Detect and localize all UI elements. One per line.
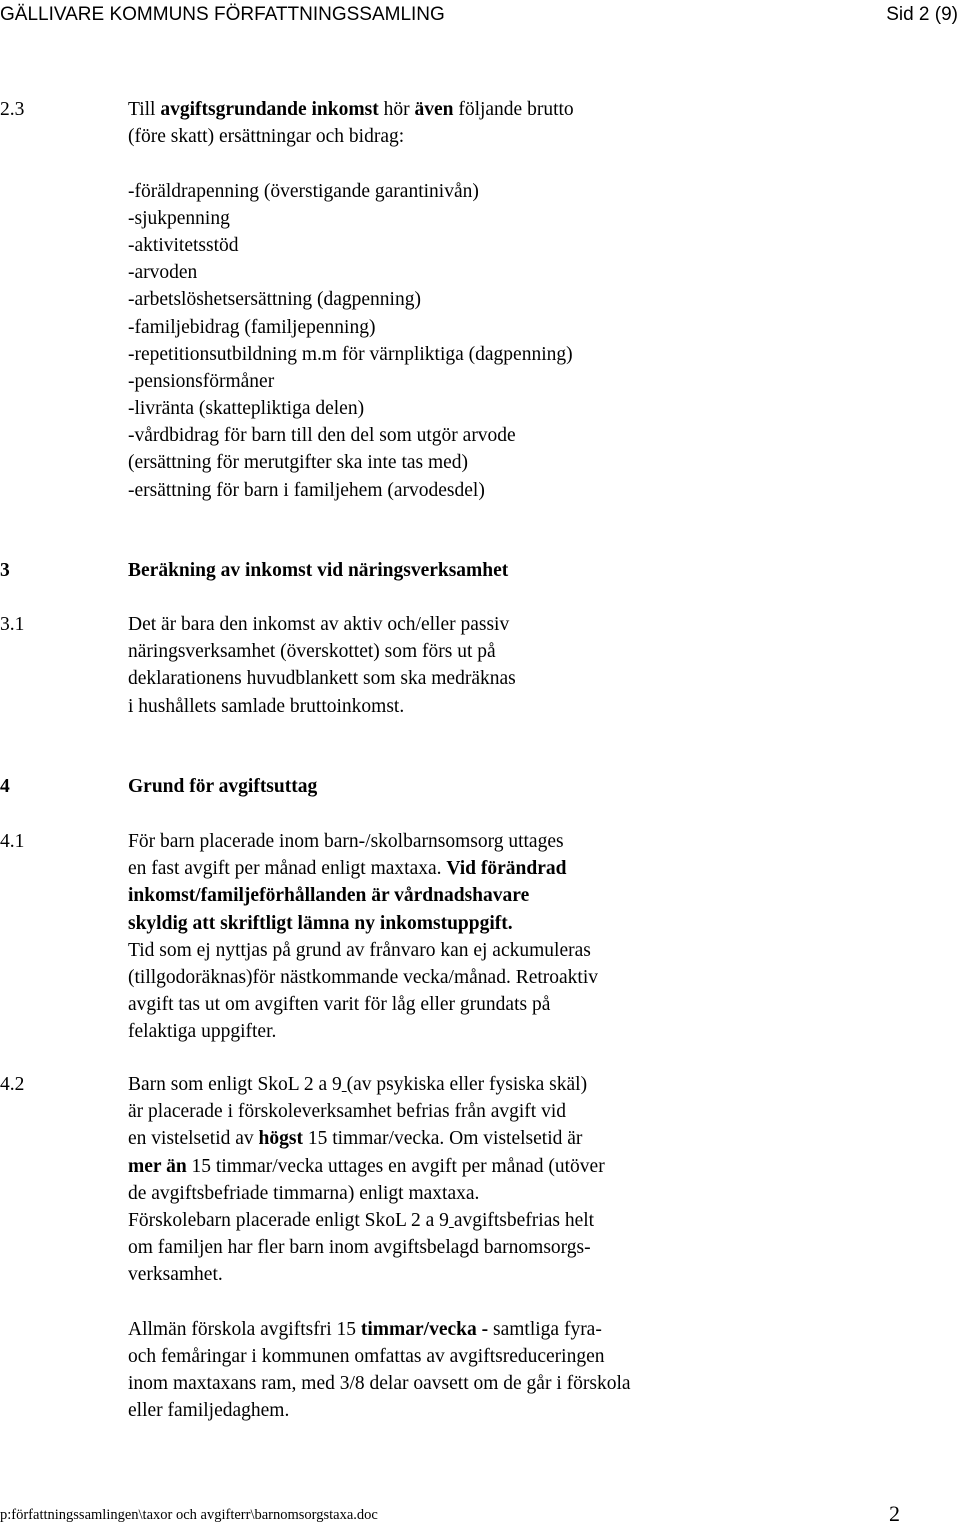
paragraph-line: Tid som ej nyttjas på grund av frånvaro kan ej ackumuleras xyxy=(128,939,591,961)
list-item: -sjukpenning xyxy=(128,207,230,229)
list-item: -föräldrapenning (överstigande garantinivån) xyxy=(128,180,479,202)
paragraph-line xyxy=(128,855,598,882)
spacer xyxy=(128,1289,631,1316)
paragraph-text: en vistelsetid av xyxy=(128,1128,259,1150)
paragraph-text: 15 timmar/vecka. Om vistelsetid är xyxy=(302,1128,583,1150)
paragraph-line xyxy=(128,1071,631,1098)
paragraph-line: deklarationens huvudblankett som ska medräknas xyxy=(128,668,516,690)
spacer xyxy=(128,150,574,177)
paragraph-line: För barn placerade inom barn-/skolbarnsomsorg uttages xyxy=(128,831,564,852)
paragraph-line: de avgiftsbefriade timmarna) enligt maxtaxa. xyxy=(128,1182,480,1204)
paragraph-line xyxy=(128,1316,631,1343)
bold-notice: inkomst/familjeförhållanden är vårdnadshavare xyxy=(128,885,530,907)
intro-text: hör xyxy=(378,99,415,120)
bold-notice: Vid förändrad xyxy=(446,858,567,880)
intro-text: Till xyxy=(128,99,161,120)
paragraph-line: (tillgodoräknas)för nästkommande vecka/månad. Retroaktiv xyxy=(128,966,599,988)
paragraph-line xyxy=(128,910,598,937)
section-2-3-intro-line-1 xyxy=(128,96,574,123)
paragraph-text: Allmän förskola avgiftsfri 15 xyxy=(128,1318,361,1340)
intro-bold-term: även xyxy=(414,99,454,120)
footer-file-path: p:författningssamlingen\taxor och avgifterr\barnomsorgstaxa.doc xyxy=(0,1507,378,1523)
section-4-2-body xyxy=(128,1071,631,1424)
list-item: -repetitionsutbildning m.m för värnpliktiga (dagpenning) xyxy=(128,343,573,365)
page-indicator: Sid 2 (9) xyxy=(886,4,958,25)
paragraph-text: (av psykiska eller fysiska skäl) xyxy=(346,1074,588,1095)
paragraph-line: och femåringar i kommunen omfattas av avgiftsreduceringen xyxy=(128,1345,605,1367)
paragraph-line: i hushållets samlade bruttoinkomst. xyxy=(128,695,405,717)
section-2-3-body xyxy=(128,96,574,504)
section-2-3-intro-line-2: (före skatt) ersättningar och bidrag: xyxy=(128,126,405,148)
section-number-4-1: 4.1 xyxy=(0,831,25,852)
list-item: -arbetslöshetsersättning (dagpenning) xyxy=(128,289,421,311)
section-3-number: 3 xyxy=(0,560,10,581)
list-item: -livränta (skattepliktiga delen) xyxy=(128,398,365,420)
list-item: -arvoden xyxy=(128,262,198,284)
bold-term: högst xyxy=(258,1128,303,1150)
paragraph-text: Barn som enligt SkoL 2 a 9 xyxy=(128,1074,342,1095)
list-item: -vårdbidrag för barn till den del som utgör arvode xyxy=(128,425,516,447)
document-header-title: GÄLLIVARE KOMMUNS FÖRFATTNINGSSAMLING xyxy=(0,4,445,25)
paragraph-line: eller familjedaghem. xyxy=(128,1400,290,1422)
paragraph-line: om familjen har fler barn inom avgiftsbelagd barnomsorgs- xyxy=(128,1237,591,1259)
paragraph-line xyxy=(128,1207,631,1234)
list-item: -ersättning för barn i familjehem (arvodesdel) xyxy=(128,479,485,501)
section-3-heading: Beräkning av inkomst vid näringsverksamhet xyxy=(128,560,509,581)
paragraph-line: avgift tas ut om avgiften varit för låg eller grundats på xyxy=(128,994,551,1016)
bold-term: timmar/vecka - xyxy=(360,1318,489,1340)
paragraph-line: är placerade i förskoleverksamhet befrias från avgift vid xyxy=(128,1101,567,1123)
list-item: -aktivitetsstöd xyxy=(128,234,239,256)
section-number-4-2: 4.2 xyxy=(0,1074,25,1095)
bold-notice: skyldig att skriftligt lämna ny inkomstuppgift. xyxy=(128,912,513,934)
section-number-3-1: 3.1 xyxy=(0,614,25,635)
intro-text: följande brutto xyxy=(453,99,574,120)
paragraph-line xyxy=(128,1125,631,1152)
section-number-2-3: 2.3 xyxy=(0,99,25,120)
footer-page-number: 2 xyxy=(889,1501,900,1526)
paragraph-text: avgiftsbefrias helt xyxy=(453,1209,595,1231)
list-item: -pensionsförmåner xyxy=(128,370,275,392)
section-4-heading: Grund för avgiftsuttag xyxy=(128,776,318,797)
paragraph-text: samtliga fyra- xyxy=(488,1318,602,1340)
section-4-number: 4 xyxy=(0,776,10,797)
paragraph-text: en fast avgift per månad enligt maxtaxa. xyxy=(128,858,447,880)
paragraph-text: 15 timmar/vecka uttages en avgift per månad (utöver xyxy=(186,1155,605,1177)
bold-term: mer än xyxy=(128,1155,187,1177)
paragraph-line: verksamhet. xyxy=(128,1264,223,1286)
paragraph-line: näringsverksamhet (överskottet) som förs ut på xyxy=(128,641,496,663)
list-item: (ersättning för merutgifter ska inte tas med) xyxy=(128,452,469,474)
paragraph-line xyxy=(128,882,598,909)
intro-bold-term: avgiftsgrundande inkomst xyxy=(160,99,379,120)
paragraph-text: Förskolebarn placerade enligt SkoL 2 a 9 xyxy=(128,1209,449,1231)
section-4-1-body xyxy=(128,828,598,1046)
section-3-1-body xyxy=(128,611,516,720)
list-item: -familjebidrag (familjepenning) xyxy=(128,316,376,338)
paragraph-line: Det är bara den inkomst av aktiv och/eller passiv xyxy=(128,614,510,635)
paragraph-line xyxy=(128,1153,631,1180)
paragraph-line: inom maxtaxans ram, med 3/8 delar oavsett om de går i förskola xyxy=(128,1373,631,1395)
paragraph-line: felaktiga uppgifter. xyxy=(128,1021,277,1043)
